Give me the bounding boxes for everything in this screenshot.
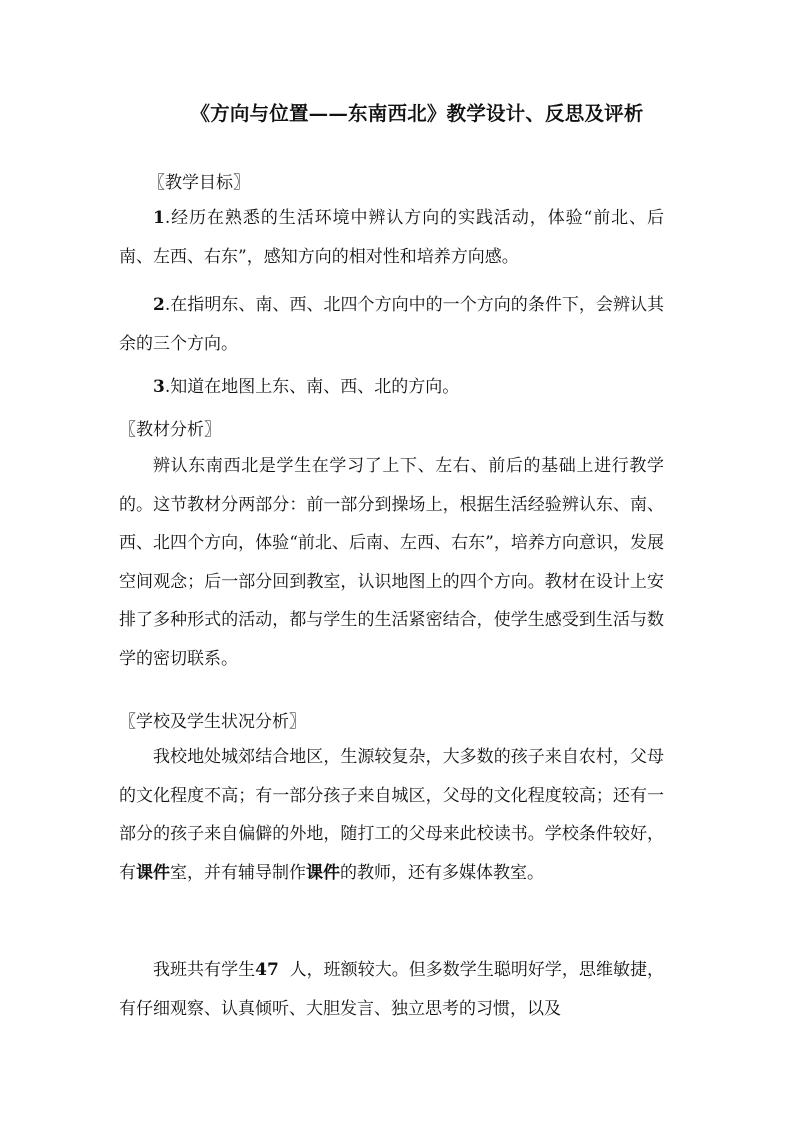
school-text: 的教师，还有多媒体教室。 <box>340 862 544 883</box>
goal-number: 3 <box>153 377 165 397</box>
school-text: 室，并有辅导制作 <box>170 862 306 883</box>
goal-number: 2 <box>153 295 165 315</box>
emphasis-text: 课件 <box>136 862 170 883</box>
goal-item-2 <box>119 286 664 363</box>
class-text: 我班共有学生 <box>153 960 256 980</box>
school-text: 我校地处城郊结合地区，生源较复杂，大多数的孩子来自农村，父母的文化程度不高；有一部分孩子来自城区，父母的文化程度较高；还有一部分的孩子来自偏僻的外地，随打工的父母来此校读书。学校条件较好，有 <box>119 747 664 883</box>
goal-item-1 <box>119 199 664 276</box>
school-paragraph <box>119 738 664 892</box>
class-text: 人，班额较大。但多数学生聪明好学，思维敏捷，有仔细观察、认真倾听、大胆发言、独立思考的习惯，以及 <box>119 960 664 1019</box>
goal-text: .在指明东、南、西、北四个方向中的一个方向的条件下，会辨认其余的三个方向。 <box>119 295 664 354</box>
goal-text: .知道在地图上东、南、西、北的方向。 <box>164 377 460 397</box>
material-heading: 〖教材分析〗 <box>119 420 221 440</box>
goals-heading: 〖教学目标〗 <box>148 173 250 193</box>
school-heading: 〖学校及学生状况分析〗 <box>119 712 306 732</box>
student-count: 47 <box>255 960 279 980</box>
goal-text: .经历在熟悉的生活环境中辨认方向的实践活动，体验“前北、后南、左西、右东”，感知方向的相对性和培养方向感。 <box>119 208 664 267</box>
emphasis-text: 课件 <box>306 862 340 883</box>
class-paragraph <box>119 951 664 1028</box>
material-paragraph: 辨认东南西北是学生在学习了上下、左右、前后的基础上进行教学的。这节教材分两部分：前一部分到操场上，根据生活经验辨认东、南、西、北四个方向，体验“前北、后南、左西、右东”，培养方向意识，发展空间观念；后一部分回到教室，认识地图上的四个方向。教材在设计上安排了多种形式的活动，都与学生的生活紧密结合，使学生感受到生活与数学的密切联系。 <box>119 456 664 669</box>
goal-number: 1 <box>153 208 165 228</box>
goal-item-3 <box>119 368 664 407</box>
document-title: 《方向与位置——东南西北》教学设计、反思及评析 <box>190 102 644 125</box>
